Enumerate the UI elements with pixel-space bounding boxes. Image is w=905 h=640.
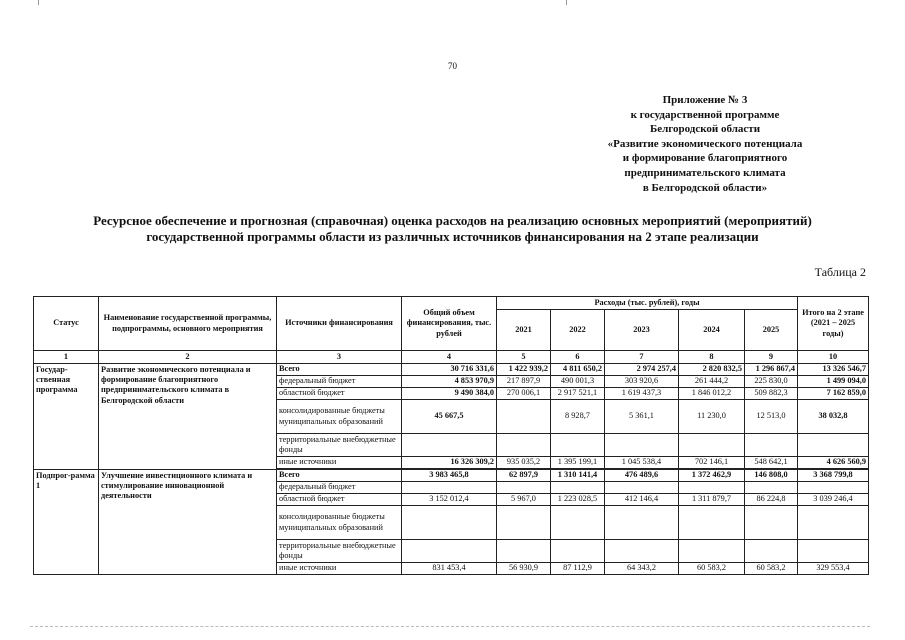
total-cell: 9 490 384,0 bbox=[402, 388, 497, 400]
year-2022-cell: 4 811 650,2 bbox=[551, 364, 605, 376]
appendix-line: Белгородской области bbox=[649, 123, 761, 136]
year-2023-cell bbox=[605, 506, 679, 540]
appendix-line: к государственной программе bbox=[630, 108, 780, 121]
total-cell: 3 983 465,8 bbox=[402, 469, 497, 482]
year-2025-cell bbox=[745, 434, 798, 457]
total-cell: 16 326 309,2 bbox=[402, 457, 497, 470]
title-line-1: Ресурсное обеспечение и прогнозная (справочная) оценка расходов на реализацию основных мероприятий (мероприятий) bbox=[93, 213, 812, 228]
year-2021-cell: 1 422 939,2 bbox=[497, 364, 551, 376]
year-2024-cell bbox=[679, 540, 745, 563]
year-2022-cell bbox=[551, 482, 605, 494]
year-2024-cell: 261 444,2 bbox=[679, 376, 745, 388]
year-2025-cell bbox=[745, 482, 798, 494]
year-2021-cell: 217 897,9 bbox=[497, 376, 551, 388]
column-number: 4 bbox=[402, 351, 497, 364]
column-number: 9 bbox=[745, 351, 798, 364]
year-2025-cell: 1 296 867,4 bbox=[745, 364, 798, 376]
year-2022-cell: 1 395 199,1 bbox=[551, 457, 605, 470]
year-2024-cell: 1 372 462,9 bbox=[679, 469, 745, 482]
year-2023-cell: 303 920,6 bbox=[605, 376, 679, 388]
header-year-2023: 2023 bbox=[605, 310, 679, 351]
year-2025-cell bbox=[745, 506, 798, 540]
year-2025-cell bbox=[745, 540, 798, 563]
year-2023-cell: 476 489,6 bbox=[605, 469, 679, 482]
total-cell bbox=[402, 434, 497, 457]
year-2022-cell: 1 223 028,5 bbox=[551, 494, 605, 506]
year-2024-cell bbox=[679, 434, 745, 457]
year-2021-cell: 270 006,1 bbox=[497, 388, 551, 400]
header-sources: Источники финансирования bbox=[277, 297, 402, 351]
funding-table bbox=[33, 296, 869, 575]
year-2025-cell: 86 224,8 bbox=[745, 494, 798, 506]
scan-mark-left bbox=[38, 0, 39, 5]
column-number: 5 bbox=[497, 351, 551, 364]
source-cell: консолидированные бюджеты муниципальных образований bbox=[277, 400, 402, 434]
year-2022-cell: 2 917 521,1 bbox=[551, 388, 605, 400]
scan-edge-line bbox=[30, 626, 870, 627]
year-2021-cell bbox=[497, 540, 551, 563]
status-cell: Государ-ственная программа bbox=[34, 364, 99, 470]
total-cell bbox=[402, 482, 497, 494]
header-status: Статус bbox=[34, 297, 99, 351]
year-2023-cell: 2 974 257,4 bbox=[605, 364, 679, 376]
year-2021-cell bbox=[497, 506, 551, 540]
year-2022-cell: 490 001,3 bbox=[551, 376, 605, 388]
header-stage-total: Итого на 2 этапе (2021 – 2025 годы) bbox=[798, 297, 869, 351]
table-row bbox=[34, 364, 869, 376]
year-2022-cell bbox=[551, 506, 605, 540]
stage-total-cell bbox=[798, 540, 869, 563]
year-2021-cell: 5 967,0 bbox=[497, 494, 551, 506]
header-year-2021: 2021 bbox=[497, 310, 551, 351]
appendix-line: в Белгородской области» bbox=[642, 181, 768, 194]
year-2022-cell: 87 112,9 bbox=[551, 563, 605, 575]
year-2021-cell: 935 035,2 bbox=[497, 457, 551, 470]
source-cell: иные источники bbox=[277, 457, 402, 470]
stage-total-cell: 329 553,4 bbox=[798, 563, 869, 575]
year-2021-cell bbox=[497, 482, 551, 494]
stage-total-cell: 1 499 094,0 bbox=[798, 376, 869, 388]
appendix-block bbox=[560, 93, 850, 195]
source-cell: федеральный бюджет bbox=[277, 376, 402, 388]
source-cell: областной бюджет bbox=[277, 388, 402, 400]
year-2024-cell: 1 846 012,2 bbox=[679, 388, 745, 400]
header-total: Общий объем финансирования, тыс. рублей bbox=[402, 297, 497, 351]
total-cell: 831 453,4 bbox=[402, 563, 497, 575]
stage-total-cell: 3 039 246,4 bbox=[798, 494, 869, 506]
total-cell: 4 853 970,9 bbox=[402, 376, 497, 388]
source-cell: Всего bbox=[277, 364, 402, 376]
year-2025-cell: 12 513,0 bbox=[745, 400, 798, 434]
total-cell bbox=[402, 506, 497, 540]
year-2025-cell: 146 808,0 bbox=[745, 469, 798, 482]
column-number: 6 bbox=[551, 351, 605, 364]
year-2025-cell: 548 642,1 bbox=[745, 457, 798, 470]
year-2021-cell: 62 897,9 bbox=[497, 469, 551, 482]
year-2024-cell: 702 146,1 bbox=[679, 457, 745, 470]
year-2024-cell bbox=[679, 506, 745, 540]
year-2021-cell bbox=[497, 434, 551, 457]
appendix-line: предпринимательского климата bbox=[624, 166, 786, 179]
year-2025-cell: 225 830,0 bbox=[745, 376, 798, 388]
title-line-2: государственной программы области из различных источников финансирования на 2 этапе реализации bbox=[146, 229, 759, 244]
column-number: 3 bbox=[277, 351, 402, 364]
stage-total-cell bbox=[798, 434, 869, 457]
year-2023-cell: 5 361,1 bbox=[605, 400, 679, 434]
year-2025-cell: 509 882,3 bbox=[745, 388, 798, 400]
year-2024-cell: 2 820 832,5 bbox=[679, 364, 745, 376]
year-2021-cell bbox=[497, 400, 551, 434]
stage-total-cell bbox=[798, 506, 869, 540]
header-name: Наименование государственной программы, подпрограммы, основного мероприятия bbox=[99, 297, 277, 351]
stage-total-cell: 4 626 560,9 bbox=[798, 457, 869, 470]
scan-mark-right bbox=[566, 0, 567, 5]
source-cell: Всего bbox=[277, 469, 402, 482]
year-2023-cell: 64 343,2 bbox=[605, 563, 679, 575]
year-2022-cell: 8 928,7 bbox=[551, 400, 605, 434]
year-2023-cell bbox=[605, 540, 679, 563]
column-number-row bbox=[34, 351, 869, 364]
header-year-2024: 2024 bbox=[679, 310, 745, 351]
appendix-line: Приложение № 3 bbox=[662, 94, 748, 106]
stage-total-cell: 13 326 546,7 bbox=[798, 364, 869, 376]
stage-total-cell: 7 162 859,0 bbox=[798, 388, 869, 400]
status-cell: Подпрог-рамма 1 bbox=[34, 469, 99, 575]
stage-total-cell bbox=[798, 482, 869, 494]
source-cell: территориальные внебюджетные фонды bbox=[277, 540, 402, 563]
year-2023-cell: 1 619 437,3 bbox=[605, 388, 679, 400]
table-label: Таблица 2 bbox=[814, 265, 866, 279]
appendix-line: и формирование благоприятного bbox=[622, 152, 788, 165]
year-2021-cell: 56 930,9 bbox=[497, 563, 551, 575]
column-number: 2 bbox=[99, 351, 277, 364]
stage-total-cell: 3 368 799,8 bbox=[798, 469, 869, 482]
total-cell bbox=[402, 540, 497, 563]
column-number: 7 bbox=[605, 351, 679, 364]
column-number: 10 bbox=[798, 351, 869, 364]
stage-total-cell: 38 032,8 bbox=[798, 400, 869, 434]
program-name-cell: Развитие экономического потенциала и формирование благоприятного предпринимательского климата в Белгородской области bbox=[99, 364, 277, 470]
year-2025-cell: 60 583,2 bbox=[745, 563, 798, 575]
year-2023-cell: 412 146,4 bbox=[605, 494, 679, 506]
column-number: 8 bbox=[679, 351, 745, 364]
total-cell: 45 667,5 bbox=[402, 400, 497, 434]
header-expenses: Расходы (тыс. рублей), годы bbox=[497, 297, 798, 310]
year-2022-cell bbox=[551, 540, 605, 563]
document-title bbox=[40, 213, 865, 245]
program-name-cell: Улучшение инвестиционного климата и стимулирование инновационной деятельности bbox=[99, 469, 277, 575]
year-2023-cell bbox=[605, 482, 679, 494]
year-2022-cell: 1 310 141,4 bbox=[551, 469, 605, 482]
source-cell: консолидированные бюджеты муниципальных образований bbox=[277, 506, 402, 540]
year-2023-cell bbox=[605, 434, 679, 457]
year-2024-cell: 1 311 879,7 bbox=[679, 494, 745, 506]
year-2024-cell: 60 583,2 bbox=[679, 563, 745, 575]
source-cell: федеральный бюджет bbox=[277, 482, 402, 494]
year-2024-cell bbox=[679, 482, 745, 494]
header-year-2022: 2022 bbox=[551, 310, 605, 351]
column-number: 1 bbox=[34, 351, 99, 364]
page-number: 70 bbox=[448, 61, 457, 71]
total-cell: 30 716 331,6 bbox=[402, 364, 497, 376]
total-cell: 3 152 012,4 bbox=[402, 494, 497, 506]
year-2024-cell: 11 230,0 bbox=[679, 400, 745, 434]
header-year-2025: 2025 bbox=[745, 310, 798, 351]
year-2023-cell: 1 045 538,4 bbox=[605, 457, 679, 470]
year-2022-cell bbox=[551, 434, 605, 457]
source-cell: иные источники bbox=[277, 563, 402, 575]
appendix-line: «Развитие экономического потенциала bbox=[607, 137, 803, 150]
source-cell: территориальные внебюджетные фонды bbox=[277, 434, 402, 457]
source-cell: областной бюджет bbox=[277, 494, 402, 506]
table-row bbox=[34, 469, 869, 482]
